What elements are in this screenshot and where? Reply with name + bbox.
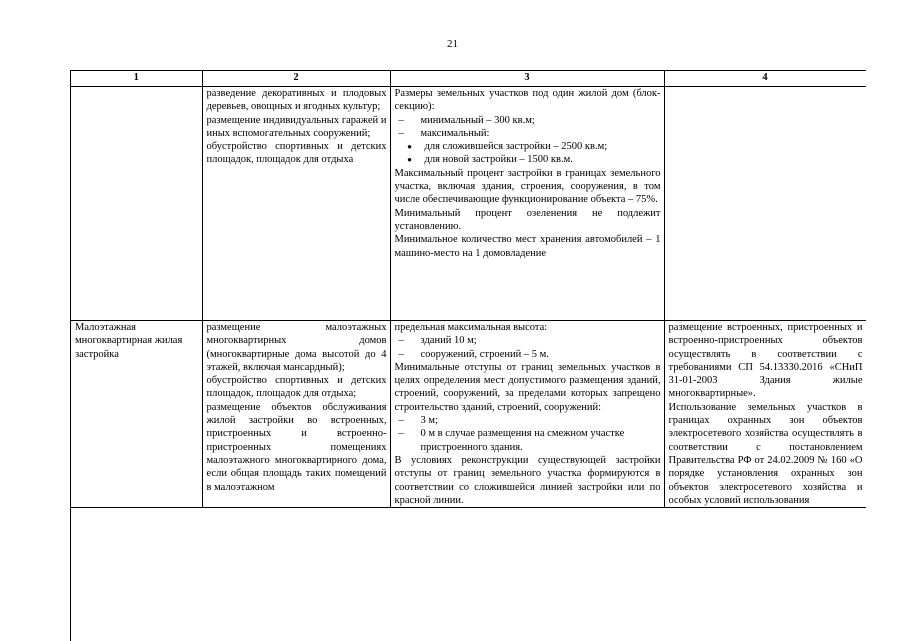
bullet-item: ● для сложившейся застройки – 2500 кв.м;: [395, 140, 661, 153]
dash-marker: –: [398, 335, 404, 347]
cell-parameters: [390, 87, 664, 321]
bullet-marker: ●: [407, 155, 412, 165]
use-item: размещение малоэтажных многоквартирных домов (многоквартирные дома высотой до 4 этажей, включая мансардный);: [206, 322, 387, 373]
zoning-table: [70, 70, 866, 641]
param-paragraph: Минимальный процент озеленения не подлежит установлению.: [394, 207, 661, 232]
use-item: обустройство спортивных и детских площадок, площадок для отдыха: [206, 141, 387, 166]
dash-marker: –: [398, 348, 404, 360]
header-col-4: 4: [664, 71, 866, 87]
dash-marker: –: [398, 415, 404, 427]
restriction-paragraph: Использование земельных участков в границах охранных зон объектов электросетевого хозяйства осуществлять в соответствии с постановлением Правительства РФ от 24.02.2009 № 160 «О порядке установления охранных зон объектов электросетевого хозяйства и особых условий использования: [668, 401, 863, 506]
cell-permitted-uses: [202, 321, 390, 508]
dash-item: – максимальный:: [395, 127, 661, 140]
cell-parameters: [390, 321, 664, 508]
restriction-paragraph: размещение встроенных, пристроенных и встроенно-пристроенных объектов осуществлять в соответствии с требованиями СП 54.13330.2016 «СНиП 31-01-2003 Здания жилые многоквартирные».: [668, 322, 863, 400]
header-col-1: 1: [71, 71, 202, 87]
use-item: размещение объектов обслуживания жилой застройки во встроенных, пристроенных и встроенно-пристроенных помещениях малоэтажного многоквартирного дома, если общая площадь таких помещений в малоэтажном: [206, 401, 387, 493]
use-item: разведение декоративных и плодовых деревьев, овощных и ягодных культур;: [206, 88, 387, 113]
bullet-marker: ●: [407, 142, 412, 152]
dash-marker: –: [398, 428, 404, 440]
param-intro: Размеры земельных участков под один жилой дом (блок-секцию):: [394, 88, 661, 113]
param-paragraph: Минимальные отступы от границ земельных участков в целях определения мест допустимого размещения зданий, строений, сооружений, за пределами которых запрещено строительство зданий, строений, сооружений:: [394, 361, 661, 413]
cell-restrictions: [664, 87, 866, 321]
dash-item: – 3 м;: [395, 414, 661, 427]
cell-use-name: [71, 87, 202, 321]
cell-use-name: Малоэтажная многоквартирная жилая застройка: [71, 321, 202, 508]
dash-item: – сооружений, строений – 5 м.: [395, 348, 661, 361]
table-row: [71, 87, 866, 321]
header-col-2: 2: [202, 71, 390, 87]
header-col-3: 3: [390, 71, 664, 87]
param-paragraph: Максимальный процент застройки в границах земельного участка, включая здания, строения, сооружения, в том числе обеспечивающие функционирование объекта – 75%.: [394, 167, 661, 206]
bullet-item: ● для новой застройки – 1500 кв.м.: [395, 153, 661, 166]
param-paragraph: Минимальное количество мест хранения автомобилей – 1 машино-место на 1 домовладение: [394, 234, 661, 259]
use-item: размещение индивидуальных гаражей и иных вспомогательных сооружений;: [206, 114, 387, 139]
dash-item: – зданий 10 м;: [395, 334, 661, 347]
param-intro: предельная максимальная высота:: [394, 322, 548, 333]
cell-restrictions: [664, 321, 866, 508]
table-row: [71, 321, 866, 508]
table-header-row: [71, 71, 866, 87]
cell-permitted-uses: [202, 87, 390, 321]
page-number: 21: [447, 38, 458, 50]
dash-item: – минимальный – 300 кв.м;: [395, 114, 661, 127]
dash-marker: –: [398, 114, 404, 126]
dash-marker: –: [398, 127, 404, 139]
use-item: обустройство спортивных и детских площадок, площадок для отдыха;: [206, 375, 387, 400]
dash-item: – 0 м в случае размещения на смежном участке пристроенного здания.: [395, 427, 661, 454]
param-paragraph: В условиях реконструкции существующей застройки отступы от границ земельного участка формируются в соответствии со сложившейся линией застройки или по красной линии.: [394, 454, 661, 506]
